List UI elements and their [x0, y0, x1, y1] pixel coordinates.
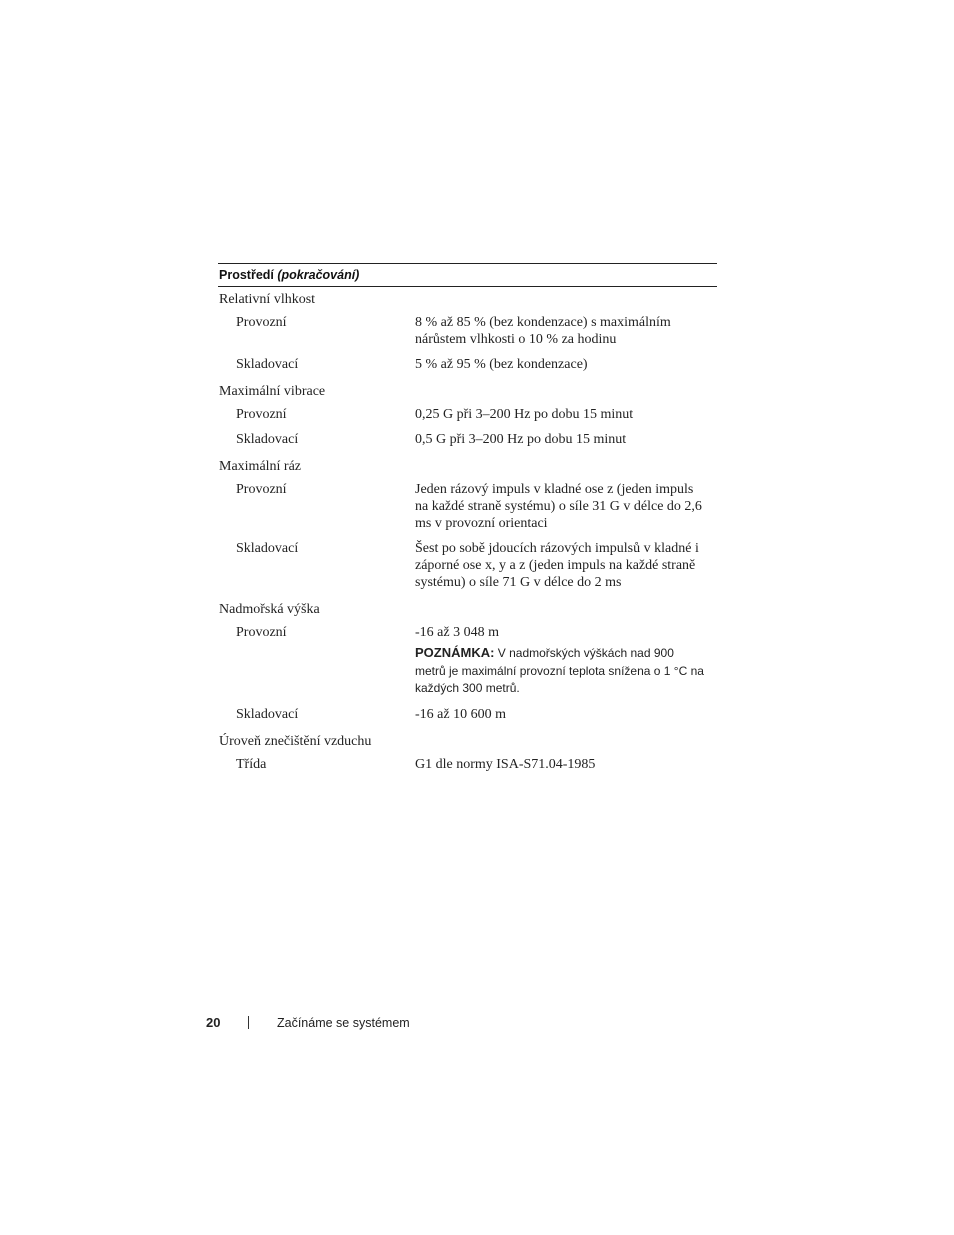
table-header-title: Prostředí [219, 268, 274, 282]
row-label: Skladovací [236, 357, 299, 372]
table-body [218, 287, 717, 781]
section-label: Maximální vibrace [219, 384, 326, 399]
page-number: 20 [206, 1015, 221, 1030]
table-row [218, 706, 717, 731]
table-row [218, 624, 717, 706]
section-air-contamination [218, 731, 717, 756]
row-value: Jeden rázový impuls v kladné ose z (jeden impuls na každé straně systému) o síle 31 G v délce do 2,6 ms v provozní orientaci [415, 482, 702, 531]
footer-section-title: Začínáme se systémem [277, 1015, 410, 1030]
table-header [218, 263, 717, 287]
row-label: Provozní [236, 315, 287, 330]
section-altitude [218, 599, 717, 624]
section-max-shock [218, 456, 717, 481]
section-relative-humidity [218, 289, 717, 314]
row-value: 8 % až 85 % (bez kondenzace) s maximálním nárůstem vlhkosti o 10 % za hodinu [415, 315, 671, 347]
row-value: Šest po sobě jdoucích rázových impulsů v kladné i záporné ose x, y a z (jeden impuls na každé straně systému) o síle 71 G v délce do 2 ms [415, 541, 699, 590]
row-value: 5 % až 95 % (bez kondenzace) [415, 357, 588, 372]
row-label: Provozní [236, 482, 287, 497]
table-header-continued: (pokračování) [277, 268, 360, 282]
note-text: V nadmořských výškách nad 900 metrů je maximální provozní teplota snížena o 1 °C na každých 300 metrů. [415, 646, 704, 695]
table-row [218, 314, 717, 356]
section-max-vibration [218, 381, 717, 406]
altitude-note [415, 644, 705, 698]
row-label: Provozní [236, 407, 287, 422]
row-label: Třída [236, 756, 267, 772]
section-label: Maximální ráz [219, 459, 302, 474]
row-value: G1 dle normy ISA-S71.04-1985 [415, 756, 596, 772]
table-row [218, 481, 717, 540]
note-label: POZNÁMKA: [415, 645, 495, 660]
row-label: Skladovací [236, 706, 299, 722]
row-label: Skladovací [236, 541, 299, 556]
section-label: Úroveň znečištění vzduchu [219, 733, 372, 749]
row-value-with-note [415, 624, 705, 698]
row-label: Provozní [236, 625, 287, 640]
section-label: Relativní vlhkost [219, 292, 316, 307]
table-row [218, 540, 717, 599]
table-row [218, 406, 717, 431]
section-label: Nadmořská výška [219, 602, 320, 617]
table-row [218, 431, 717, 456]
table-row [218, 756, 717, 781]
page-footer [206, 1015, 410, 1030]
table-row [218, 356, 717, 381]
row-value: 0,25 G při 3–200 Hz po dobu 15 minut [415, 407, 634, 422]
row-label: Skladovací [236, 432, 299, 447]
footer-separator [248, 1016, 249, 1029]
row-value: 0,5 G při 3–200 Hz po dobu 15 minut [415, 432, 627, 447]
row-value: -16 až 10 600 m [415, 706, 506, 722]
spec-table [218, 263, 717, 781]
row-value: -16 až 3 048 m [415, 625, 499, 640]
